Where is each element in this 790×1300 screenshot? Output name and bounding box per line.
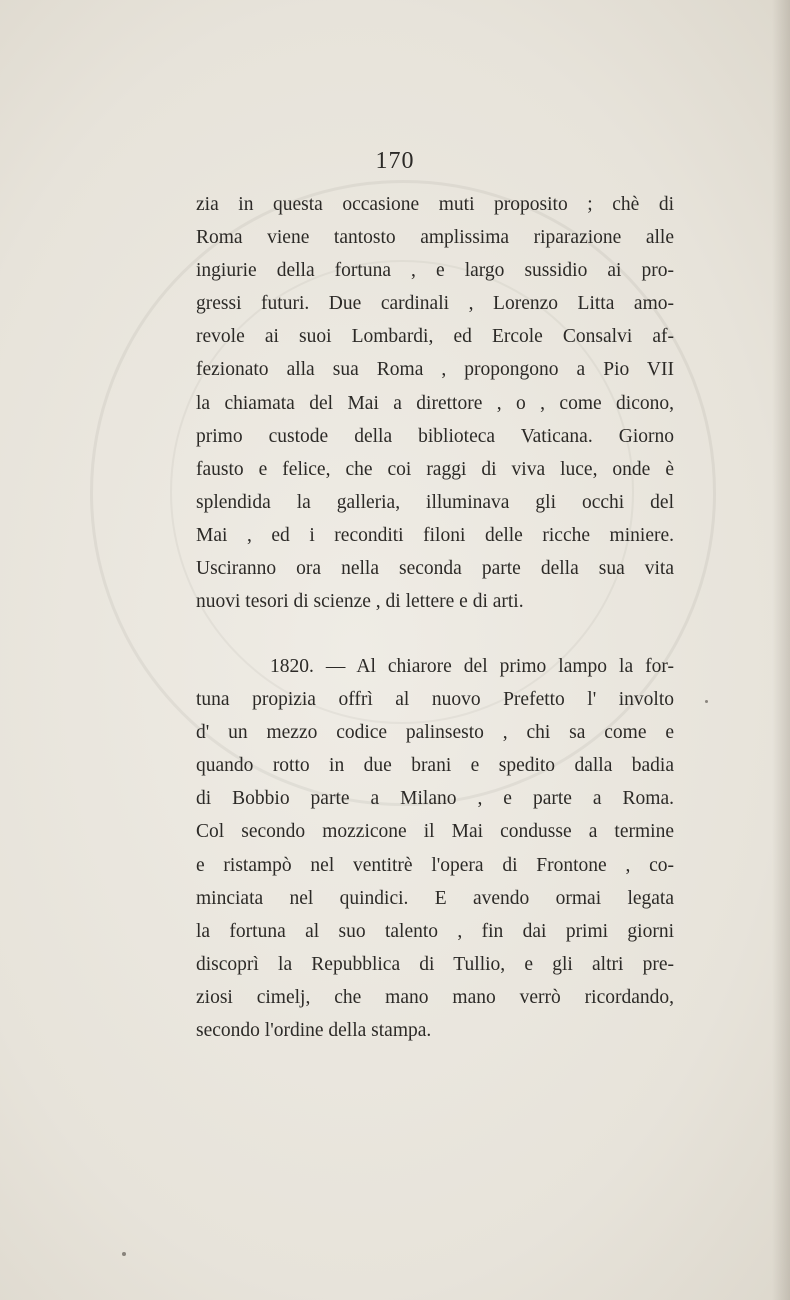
paragraph-1 bbox=[196, 188, 674, 618]
text-line: la chiamata del Mai a direttore , o , come dicono, bbox=[196, 392, 674, 414]
text-line: la fortuna al suo talento , fin dai primi giorni bbox=[196, 920, 674, 942]
text-line: nuovi tesori di scienze , di lettere e di arti. bbox=[196, 591, 524, 613]
paper-speck bbox=[705, 700, 708, 703]
text-line: fezionato alla sua Roma , propongono a Pio VII bbox=[196, 359, 674, 381]
text-line: e ristampò nel ventitrè l'opera di Frontone , co- bbox=[196, 854, 674, 876]
text-line: revole ai suoi Lombardi, ed Ercole Consalvi af- bbox=[196, 326, 674, 348]
page-number: 170 bbox=[375, 148, 415, 174]
page-edge-shadow bbox=[772, 0, 790, 1300]
text-line: gressi futuri. Due cardinali , Lorenzo Litta amo- bbox=[196, 293, 674, 315]
text-line: splendida la galleria, illuminava gli occhi del bbox=[196, 491, 674, 513]
text-line: ingiurie della fortuna , e largo sussidio ai pro- bbox=[196, 260, 674, 282]
paragraph-2 bbox=[196, 650, 674, 1047]
text-line: ziosi cimelj, che mano mano verrò ricordando, bbox=[196, 986, 674, 1008]
text-line: zia in questa occasione muti proposito ; chè di bbox=[196, 194, 674, 215]
text-line: primo custode della biblioteca Vaticana. Giorno bbox=[196, 425, 674, 447]
text-line: 1820. — Al chiarore del primo lampo la for- bbox=[270, 656, 674, 677]
text-line: discoprì la Repubblica di Tullio, e gli altri pre- bbox=[196, 953, 674, 975]
text-line: di Bobbio parte a Milano , e parte a Roma. bbox=[196, 788, 674, 810]
text-line: quando rotto in due brani e spedito dalla badia bbox=[196, 755, 674, 777]
text-line: secondo l'ordine della stampa. bbox=[196, 1020, 432, 1042]
text-line: Mai , ed i reconditi filoni delle ricche miniere. bbox=[196, 524, 674, 546]
text-line: minciata nel quindici. E avendo ormai legata bbox=[196, 887, 674, 909]
text-line: Usciranno ora nella seconda parte della sua vita bbox=[196, 558, 674, 580]
text-line: tuna propizia offrì al nuovo Prefetto l' involto bbox=[196, 689, 674, 711]
text-line: fausto e felice, che coi raggi di viva luce, onde è bbox=[196, 458, 674, 480]
paper-speck bbox=[122, 1252, 126, 1256]
text-line: d' un mezzo codice palinsesto , chi sa come e bbox=[196, 722, 674, 744]
text-line: Roma viene tantosto amplissima riparazione alle bbox=[196, 227, 674, 249]
text-line: Col secondo mozzicone il Mai condusse a termine bbox=[196, 821, 674, 843]
